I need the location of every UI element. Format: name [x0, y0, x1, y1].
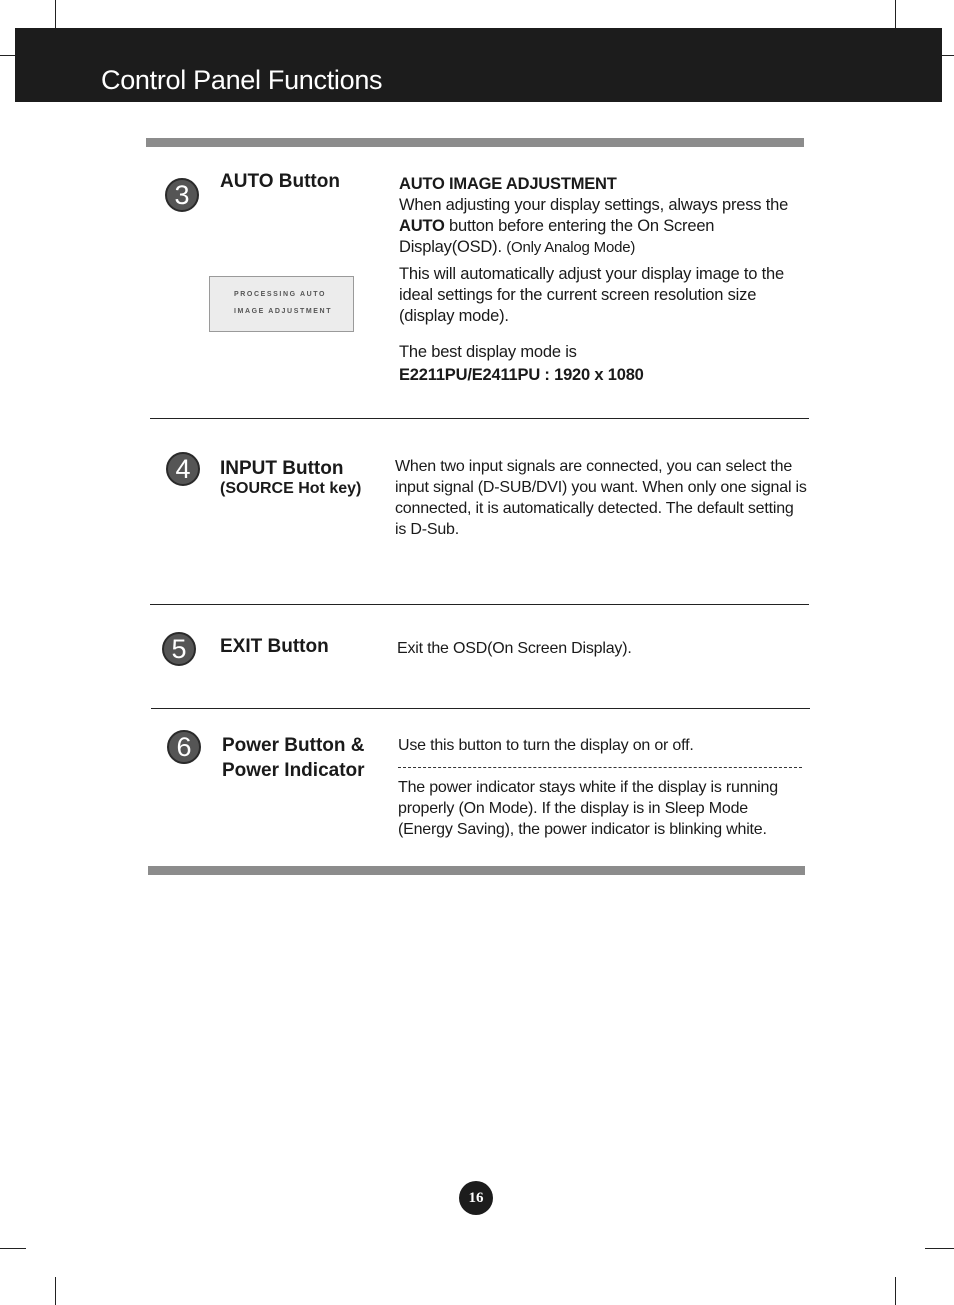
- section-divider: [150, 418, 809, 419]
- crop-mark: [55, 1277, 56, 1305]
- crop-mark: [0, 1248, 26, 1249]
- exit-description: Exit the OSD(On Screen Display).: [397, 640, 632, 657]
- power-dashed-divider: [398, 767, 802, 768]
- crop-mark: [895, 0, 896, 28]
- power-description-2: The power indicator stays white if the display is running properly (On Mode). If the display is in Sleep Mode (Energy Saving), the power indicator is blinking white.: [398, 779, 778, 838]
- section-number-6: 6: [167, 730, 201, 764]
- section-divider: [150, 604, 809, 605]
- auto-desc-text-2: button before entering the On Screen Display(OSD).: [399, 217, 715, 256]
- auto-best-mode-value: E2211PU/E2411PU : 1920 x 1080: [399, 366, 644, 384]
- section-number-4: 4: [166, 452, 200, 486]
- auto-description-1: [399, 195, 799, 258]
- power-button-title-2: Power Indicator: [222, 760, 365, 781]
- input-button-title: INPUT Button: [220, 458, 344, 479]
- section-top-rule: [146, 138, 804, 147]
- auto-best-mode-label: The best display mode is: [399, 343, 577, 361]
- auto-desc-bold: AUTO: [399, 217, 445, 235]
- auto-description-2: This will automatically adjust your display image to the ideal settings for the current screen resolution size (display mode).: [399, 265, 784, 325]
- osd-processing-box: [209, 276, 354, 332]
- section-number-5: 5: [162, 632, 196, 666]
- power-description-1: Use this button to turn the display on or off.: [398, 737, 694, 754]
- section-number-3: 3: [165, 178, 199, 212]
- crop-mark: [925, 1248, 954, 1249]
- input-description: When two input signals are connected, you can select the input signal (D-SUB/DVI) you want. When only one signal is connected, it is automatically detected. The default setting is D-Sub.: [395, 458, 807, 538]
- page-number: 16: [459, 1181, 493, 1215]
- page-title: Control Panel Functions: [101, 65, 383, 95]
- exit-button-title: EXIT Button: [220, 636, 329, 657]
- crop-mark: [895, 1277, 896, 1305]
- crop-mark: [55, 0, 56, 28]
- input-button-subtitle: (SOURCE Hot key): [220, 480, 362, 497]
- section-bottom-rule: [148, 866, 805, 875]
- auto-desc-text: When adjusting your display settings, always press the: [399, 196, 789, 214]
- auto-heading: AUTO IMAGE ADJUSTMENT: [399, 175, 617, 193]
- osd-line-1: PROCESSING AUTO: [234, 291, 327, 298]
- power-button-title-1: Power Button &: [222, 735, 365, 756]
- auto-desc-note: (Only Analog Mode): [506, 239, 636, 256]
- crop-mark: [0, 55, 15, 56]
- section-divider: [151, 708, 810, 709]
- osd-line-2: IMAGE ADJUSTMENT: [234, 308, 333, 315]
- crop-mark: [942, 55, 954, 56]
- auto-button-title: AUTO Button: [220, 171, 340, 192]
